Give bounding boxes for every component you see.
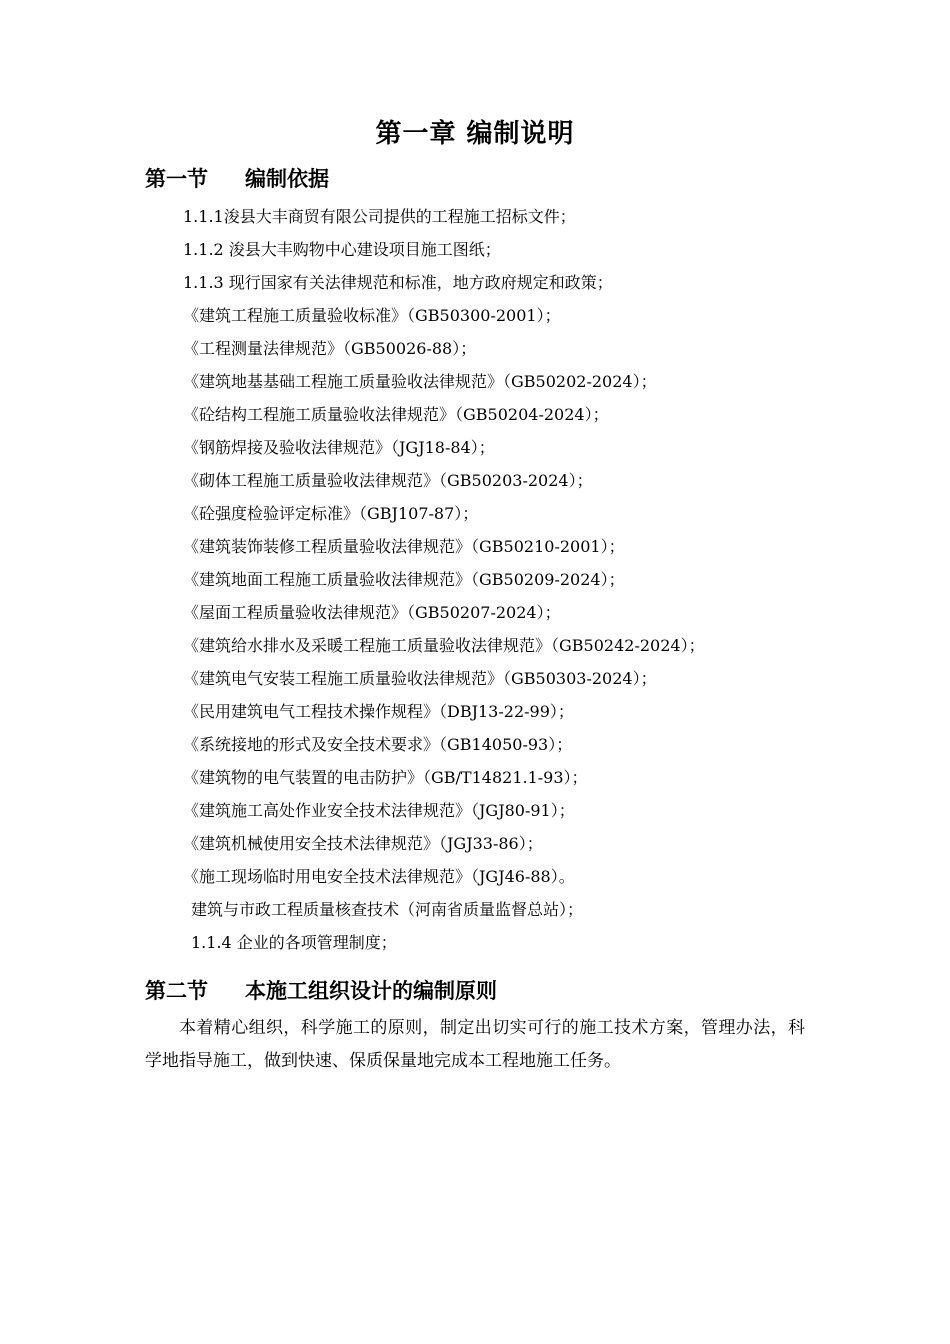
standard-item: 《建筑施工高处作业安全技术法律规范》（JGJ80-91）；: [183, 801, 575, 820]
standard-item: 《砌体工程施工质量验收法律规范》（GB50203-2024）；: [183, 471, 593, 490]
section-number: 第一节: [145, 167, 208, 191]
section-number: 第二节: [145, 979, 208, 1003]
standard-item: 《施工现场临时用电安全技术法律规范》（JGJ46-88）。: [183, 867, 575, 886]
section-heading-1: [145, 164, 329, 194]
principle-paragraph: 本着精心组织，科学施工的原则，制定出切实可行的施工技术方案，管理办法，科学地指导施工，做到快速、保质保量地完成本工程地施工任务。: [145, 1018, 805, 1071]
basis-item: 1.1.2 浚县大丰购物中心建设项目施工图纸；: [183, 240, 501, 259]
standard-item: 《建筑工程施工质量验收标准》（GB50300-2001）；: [183, 306, 561, 325]
basis-item: 1.1.3 现行国家有关法律规范和标准，地方政府规定和政策；: [183, 273, 613, 292]
standard-item: 《建筑装饰装修工程质量验收法律规范》（GB50210-2001）；: [183, 537, 625, 556]
standard-item: 《钢筋焊接及验收法律规范》（JGJ18-84）；: [183, 438, 495, 457]
standard-item: 《建筑给水排水及采暖工程施工质量验收法律规范》（GB50242-2024）；: [183, 636, 705, 655]
basis-item: 1.1.4 企业的各项管理制度；: [191, 933, 397, 952]
section-title: 编制依据: [245, 167, 329, 191]
standard-item: 《砼强度检验评定标准》（GBJ107-87）；: [183, 504, 479, 523]
basis-item: 建筑与市政工程质量核查技术（河南省质量监督总站）；: [191, 900, 584, 919]
standard-item: 《系统接地的形式及安全技术要求》（GB14050-93）；: [183, 735, 573, 754]
standard-item: 《建筑地基基础工程施工质量验收法律规范》（GB50202-2024）；: [183, 372, 657, 391]
chapter-title: 第一章 编制说明: [375, 119, 575, 149]
standard-item: 《民用建筑电气工程技术操作规程》（DBJ13-22-99）；: [183, 702, 574, 721]
section-heading-2: [145, 976, 497, 1006]
standard-item: 《建筑地面工程施工质量验收法律规范》（GB50209-2024）；: [183, 570, 625, 589]
standard-item: 《屋面工程质量验收法律规范》（GB50207-2024）；: [183, 603, 561, 622]
basis-item: 1.1.1浚县大丰商贸有限公司提供的工程施工招标文件；: [183, 207, 576, 226]
standard-item: 《建筑物的电气装置的电击防护》（GB/T14821.1-93）；: [183, 768, 588, 787]
section-title: 本施工组织设计的编制原则: [245, 979, 497, 1003]
standard-item: 《建筑机械使用安全技术法律规范》（JGJ33-86）；: [183, 834, 543, 853]
standard-item: 《工程测量法律规范》（GB50026-88）；: [183, 339, 477, 358]
standard-item: 《砼结构工程施工质量验收法律规范》（GB50204-2024）；: [183, 405, 609, 424]
standard-item: 《建筑电气安装工程施工质量验收法律规范》（GB50303-2024）；: [183, 669, 657, 688]
